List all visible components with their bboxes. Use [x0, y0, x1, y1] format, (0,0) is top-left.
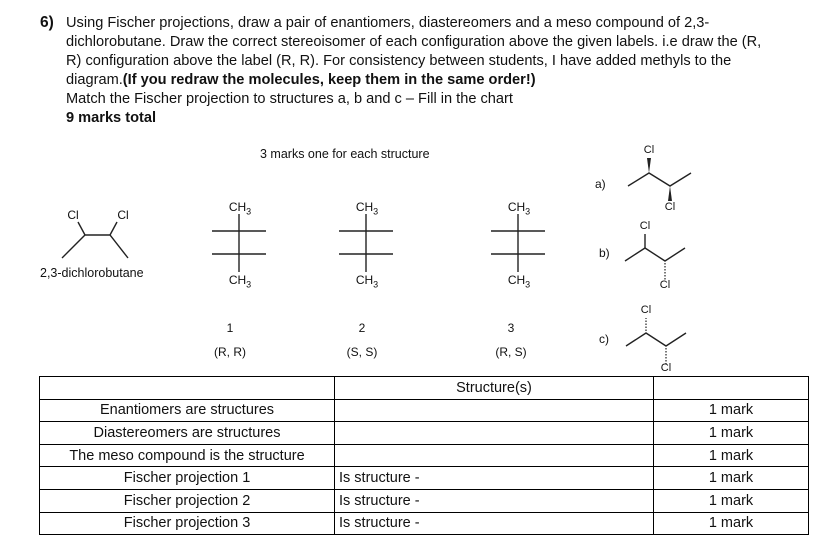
fischer-2-bottom: $CH_3$ — [355, 273, 379, 290]
answer-cell[interactable]: Is structure - — [335, 512, 654, 535]
answer-cell[interactable]: Is structure - — [335, 467, 654, 490]
question-line-1: Using Fischer projections, draw a pair of enantiomers, diastereomers and a meso compound of 2,3- — [66, 15, 710, 31]
table-row — [40, 399, 809, 422]
header-cell-blank-1 — [40, 377, 335, 400]
table-row — [40, 489, 809, 512]
structure-a-label: a) — [595, 177, 606, 191]
structure-b-skeleton — [625, 248, 685, 261]
dichlorobutane-cl-bond-right — [110, 222, 117, 235]
fischer-1-config: (R, R) — [214, 345, 246, 359]
marks-cell: 1 mark — [654, 422, 809, 445]
structure-b-cl-top: Cl — [639, 220, 651, 232]
table-row — [40, 444, 809, 467]
fischer-3-config: (R, S) — [495, 345, 527, 359]
dichlorobutane-skeleton — [62, 235, 128, 258]
row-label: Fischer projection 2 — [40, 489, 335, 512]
header-cell-blank-2 — [654, 377, 809, 400]
instruction-bold: (If you redraw the molecules, keep them in the same order!) — [122, 72, 536, 88]
dichlorobutane-cl-left: Cl — [67, 208, 79, 222]
marks-cell: 1 mark — [654, 489, 809, 512]
structure-b-label: b) — [599, 246, 610, 260]
answer-cell[interactable] — [335, 399, 654, 422]
question-line-5: Match the Fischer projection to structures a, b and c – Fill in the chart — [66, 91, 513, 107]
header-structures: Structure(s) — [335, 377, 654, 400]
fischer-2-config: (S, S) — [346, 345, 378, 359]
structure-c-cl-top: Cl — [640, 304, 652, 316]
row-label: Enantiomers are structures — [40, 399, 335, 422]
question-line-3: R) configuration above the label (R, R). For consistency between students, I have added methyls to the — [66, 53, 732, 69]
structure-c-skeleton — [626, 333, 686, 346]
answer-chart — [39, 376, 809, 535]
fischer-2-top: $CH_3$ — [355, 200, 379, 217]
fischer-1-bottom: $CH_3$ — [228, 273, 252, 290]
row-label: The meso compound is the structure — [40, 444, 335, 467]
row-label: Fischer projection 1 — [40, 467, 335, 490]
table-row — [40, 422, 809, 445]
fischer-1-top: $CH_3$ — [228, 200, 252, 217]
dichlorobutane-cl-right: Cl — [117, 208, 129, 222]
marks-cell: 1 mark — [654, 399, 809, 422]
table-header-row — [40, 377, 809, 400]
row-label: Diastereomers are structures — [40, 422, 335, 445]
fischer-2-number: 2 — [358, 321, 366, 335]
structure-a-wedge-top — [647, 158, 651, 173]
structure-a-wedge-bottom — [668, 186, 672, 201]
compound-name: 2,3-dichlorobutane — [40, 266, 144, 280]
table-row — [40, 512, 809, 535]
fischer-3-top: $CH_3$ — [507, 200, 531, 217]
dichlorobutane-cl-bond-left — [78, 222, 85, 235]
answer-cell[interactable] — [335, 422, 654, 445]
question-line-4-text: diagram. — [66, 72, 123, 88]
marks-total: 9 marks total — [66, 110, 157, 126]
marks-cell: 1 mark — [654, 512, 809, 535]
marks-cell: 1 mark — [654, 444, 809, 467]
table-row — [40, 467, 809, 490]
question-number: 6) — [40, 14, 54, 31]
row-label: Fischer projection 3 — [40, 512, 335, 535]
fischer-1-number: 1 — [226, 321, 234, 335]
fischer-3-number: 3 — [507, 321, 515, 335]
structure-c-cl-bottom: Cl — [660, 362, 672, 374]
answer-cell[interactable]: Is structure - — [335, 489, 654, 512]
question-line-2: dichlorobutane. Draw the correct stereoisomer of each configuration above the given labels. i.e draw the (R, — [66, 34, 762, 50]
structure-c-label: c) — [599, 332, 609, 346]
fischer-3-bottom: $CH_3$ — [507, 273, 531, 290]
structure-a-cl-bottom: Cl — [664, 201, 676, 213]
structure-a-cl-top: Cl — [643, 144, 655, 156]
marks-note: 3 marks one for each structure — [260, 147, 430, 161]
marks-cell: 1 mark — [654, 467, 809, 490]
structure-b-cl-bottom: Cl — [659, 279, 671, 291]
structure-a-skeleton — [628, 173, 691, 186]
answer-cell[interactable] — [335, 444, 654, 467]
